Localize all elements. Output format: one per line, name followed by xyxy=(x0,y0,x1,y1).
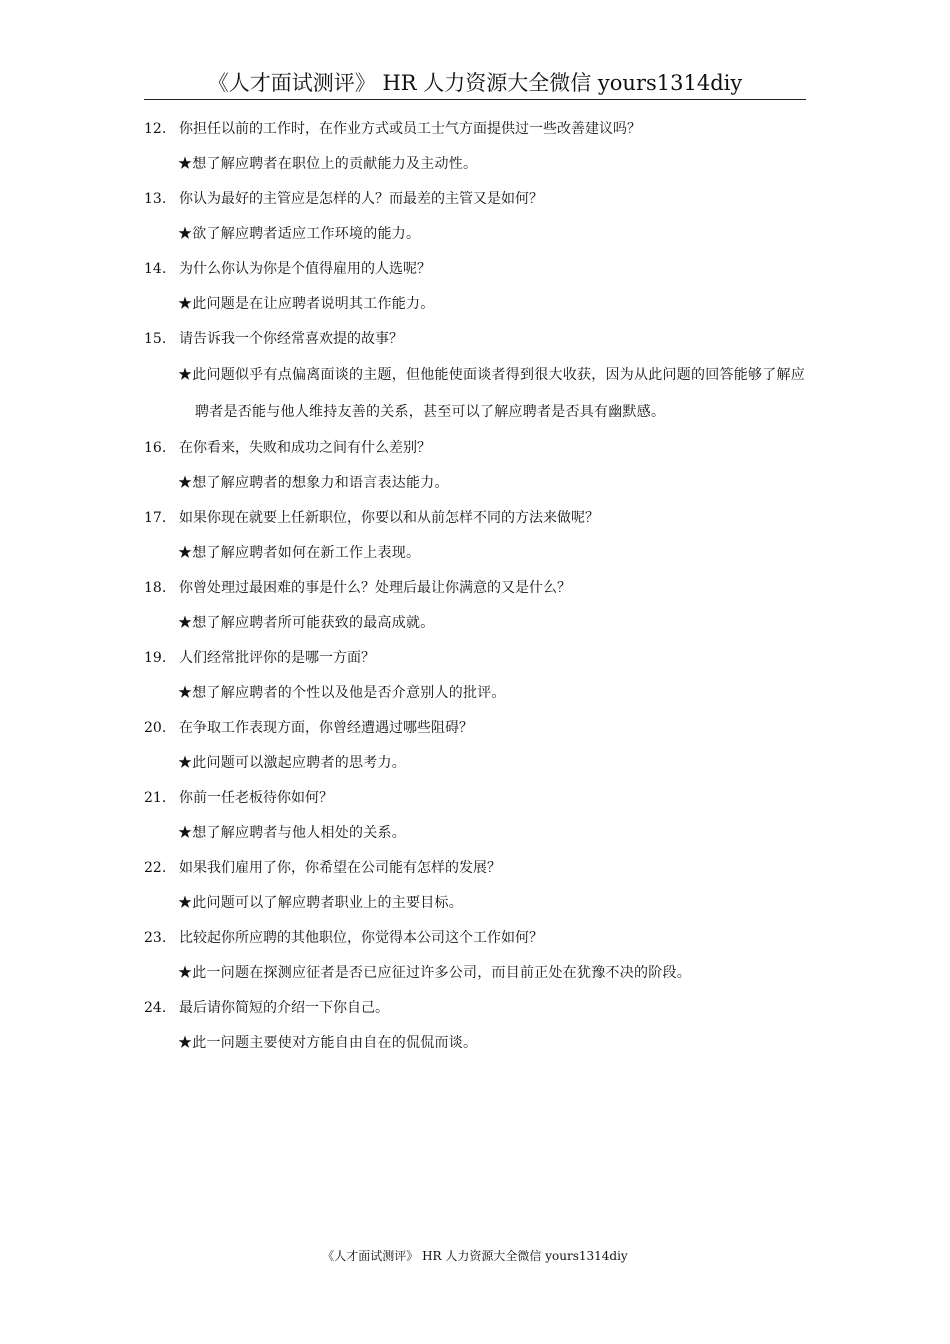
star-icon: ★ xyxy=(178,895,193,911)
question-item-19 xyxy=(144,641,808,711)
question-text: 在争取工作表现方面，你曾经遭遇过哪些阻碍？ xyxy=(179,720,473,736)
question-item-12 xyxy=(144,112,808,182)
answer-text: 想了解应聘者与他人相处的关系。 xyxy=(192,825,406,841)
question-number: 20. xyxy=(144,720,167,736)
star-icon: ★ xyxy=(178,965,193,981)
star-icon: ★ xyxy=(178,825,193,841)
question-item-21 xyxy=(144,781,808,851)
question-row xyxy=(144,501,808,536)
question-text: 如果我们雇用了你，你希望在公司能有怎样的发展？ xyxy=(179,860,501,876)
question-number: 22. xyxy=(144,860,167,876)
question-text: 人们经常批评你的是哪一方面？ xyxy=(179,650,375,666)
question-text: 比较起你所应聘的其他职位，你觉得本公司这个工作如何？ xyxy=(179,930,543,946)
answer-note xyxy=(178,816,808,851)
answer-note xyxy=(178,357,808,431)
question-row xyxy=(144,322,808,357)
question-row xyxy=(144,851,808,886)
question-number: 13. xyxy=(144,191,167,207)
question-row xyxy=(144,641,808,676)
question-item-20 xyxy=(144,711,808,781)
answer-text: 想了解应聘者的想象力和语言表达能力。 xyxy=(192,475,449,491)
answer-note xyxy=(178,287,808,322)
answer-text: 此问题可以激起应聘者的思考力。 xyxy=(192,755,406,771)
question-row xyxy=(144,431,808,466)
question-text: 你前一任老板待你如何？ xyxy=(179,790,333,806)
question-number: 24. xyxy=(144,1000,167,1016)
answer-note xyxy=(178,606,808,641)
question-item-17 xyxy=(144,501,808,571)
answer-note xyxy=(178,536,808,571)
star-icon: ★ xyxy=(178,226,193,242)
question-text: 如果你现在就要上任新职位，你要以和从前怎样不同的方法来做呢？ xyxy=(179,510,599,526)
star-icon: ★ xyxy=(178,156,193,172)
question-row xyxy=(144,252,808,287)
answer-text: 此问题似乎有点偏离面谈的主题，但他能使面谈者得到很大收获，因为从此问题的回答能够了解应聘者是否能与他人维持友善的关系，甚至可以了解应聘者是否具有幽默感。 xyxy=(192,367,805,420)
star-icon: ★ xyxy=(178,475,193,491)
question-text: 最后请你简短的介绍一下你自己。 xyxy=(179,1000,389,1016)
question-number: 23. xyxy=(144,930,167,946)
question-row xyxy=(144,991,808,1026)
question-row xyxy=(144,571,808,606)
question-row xyxy=(144,711,808,746)
question-number: 19. xyxy=(144,650,167,666)
question-text: 你担任以前的工作时，在作业方式或员工士气方面提供过一些改善建议吗？ xyxy=(179,121,641,137)
answer-note xyxy=(178,886,808,921)
question-text: 你曾处理过最困难的事是什么？处理后最让你满意的又是什么？ xyxy=(179,580,571,596)
star-icon: ★ xyxy=(178,296,193,312)
answer-note xyxy=(178,147,808,182)
question-row xyxy=(144,921,808,956)
question-number: 17. xyxy=(144,510,167,526)
question-text: 在你看来，失败和成功之间有什么差别？ xyxy=(179,440,431,456)
answer-text: 想了解应聘者的个性以及他是否介意别人的批评。 xyxy=(192,685,506,701)
star-icon: ★ xyxy=(178,755,193,771)
question-item-23 xyxy=(144,921,808,991)
question-text: 为什么你认为你是个值得雇用的人选呢？ xyxy=(179,261,431,277)
question-number: 16. xyxy=(144,440,167,456)
star-icon: ★ xyxy=(178,685,193,701)
question-item-16 xyxy=(144,431,808,501)
star-icon: ★ xyxy=(178,1035,193,1051)
answer-text: 此一问题主要使对方能自由自在的侃侃而谈。 xyxy=(192,1035,478,1051)
star-icon: ★ xyxy=(178,545,193,561)
answer-note xyxy=(178,676,808,711)
question-text: 请告诉我一个你经常喜欢提的故事？ xyxy=(179,331,403,347)
question-number: 21. xyxy=(144,790,167,806)
question-list xyxy=(144,112,808,1061)
answer-text: 此一问题在探测应征者是否已应征过许多公司，而目前正处在犹豫不决的阶段。 xyxy=(192,965,691,981)
answer-note xyxy=(178,217,808,252)
page-header: 《人才面试测评》 HR 人力资源大全微信 yours1314diy xyxy=(144,68,806,100)
question-row xyxy=(144,112,808,147)
answer-text: 想了解应聘者如何在新工作上表现。 xyxy=(192,545,421,561)
question-item-13 xyxy=(144,182,808,252)
question-row xyxy=(144,781,808,816)
star-icon: ★ xyxy=(178,615,193,631)
question-number: 15. xyxy=(144,331,167,347)
question-number: 18. xyxy=(144,580,167,596)
answer-text: 欲了解应聘者适应工作环境的能力。 xyxy=(192,226,421,242)
question-item-14 xyxy=(144,252,808,322)
star-icon: ★ xyxy=(178,367,193,383)
question-item-22 xyxy=(144,851,808,921)
question-item-15 xyxy=(144,322,808,431)
question-text: 你认为最好的主管应是怎样的人？而最差的主管又是如何？ xyxy=(179,191,543,207)
question-number: 14. xyxy=(144,261,167,277)
answer-note xyxy=(178,956,808,991)
question-row xyxy=(144,182,808,217)
question-item-24 xyxy=(144,991,808,1061)
answer-text: 此问题可以了解应聘者职业上的主要目标。 xyxy=(192,895,463,911)
answer-note xyxy=(178,1026,808,1061)
question-number: 12. xyxy=(144,121,167,137)
answer-note xyxy=(178,746,808,781)
answer-text: 想了解应聘者所可能获致的最高成就。 xyxy=(192,615,435,631)
page-footer: 《人才面试测评》 HR 人力资源大全微信 yours1314diy xyxy=(322,1249,628,1263)
question-item-18 xyxy=(144,571,808,641)
answer-text: 想了解应聘者在职位上的贡献能力及主动性。 xyxy=(192,156,478,172)
answer-text: 此问题是在让应聘者说明其工作能力。 xyxy=(192,296,435,312)
answer-note xyxy=(178,466,808,501)
